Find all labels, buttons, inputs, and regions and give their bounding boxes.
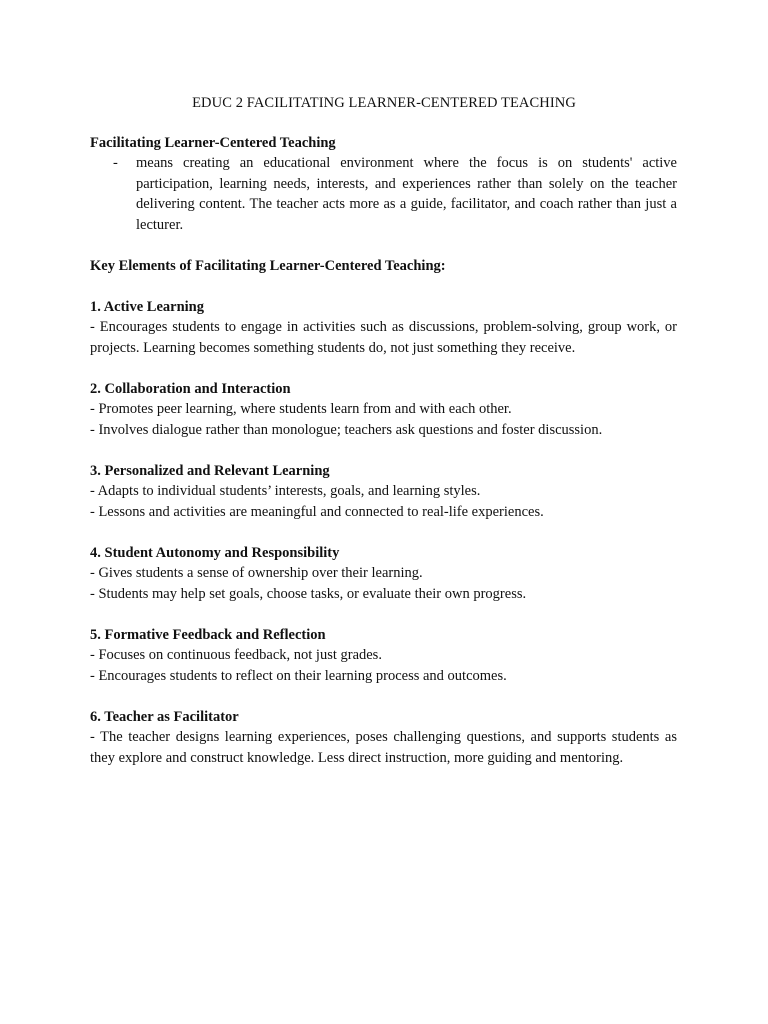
element-4-heading: 4. Student Autonomy and Responsibility: [90, 545, 340, 561]
definition-dash: -: [113, 155, 118, 171]
element-2-point-1: - Promotes peer learning, where students learn from and with each other.: [90, 401, 512, 417]
element-1-point-1: - Encourages students to engage in activities such as discussions, problem-solving, group work, or projects. Learning becomes something students do, not just something they receive.: [90, 319, 677, 356]
element-2-heading: 2. Collaboration and Interaction: [90, 381, 291, 397]
document-title: EDUC 2 FACILITATING LEARNER-CENTERED TEACHING: [192, 95, 576, 111]
definition-text: means creating an educational environment where the focus is on students' active participation, learning needs, interests, and experiences rather than solely on the teacher delivering content. The teacher acts more as a guide, facilitator, and coach rather than just a lecturer.: [136, 155, 677, 233]
definition-heading: Facilitating Learner-Centered Teaching: [90, 135, 336, 151]
element-2-point-2: - Involves dialogue rather than monologue; teachers ask questions and foster discussion.: [90, 422, 603, 438]
element-6-point-1: - The teacher designs learning experiences, poses challenging questions, and supports students as they explore and construct knowledge. Less direct instruction, more guiding and mentoring.: [90, 729, 677, 766]
element-5-point-1: - Focuses on continuous feedback, not just grades.: [90, 647, 382, 663]
element-5-heading: 5. Formative Feedback and Reflection: [90, 627, 326, 643]
element-4-point-2: - Students may help set goals, choose tasks, or evaluate their own progress.: [90, 586, 527, 602]
element-3-point-2: - Lessons and activities are meaningful and connected to real-life experiences.: [90, 504, 544, 520]
element-5-point-2: - Encourages students to reflect on their learning process and outcomes.: [90, 668, 507, 684]
element-3-heading: 3. Personalized and Relevant Learning: [90, 463, 330, 479]
key-elements-heading: Key Elements of Facilitating Learner-Centered Teaching:: [90, 258, 446, 274]
element-6-heading: 6. Teacher as Facilitator: [90, 709, 239, 725]
element-3-point-1: - Adapts to individual students’ interests, goals, and learning styles.: [90, 483, 481, 499]
element-4-point-1: - Gives students a sense of ownership over their learning.: [90, 565, 423, 581]
element-1-heading: 1. Active Learning: [90, 299, 204, 315]
